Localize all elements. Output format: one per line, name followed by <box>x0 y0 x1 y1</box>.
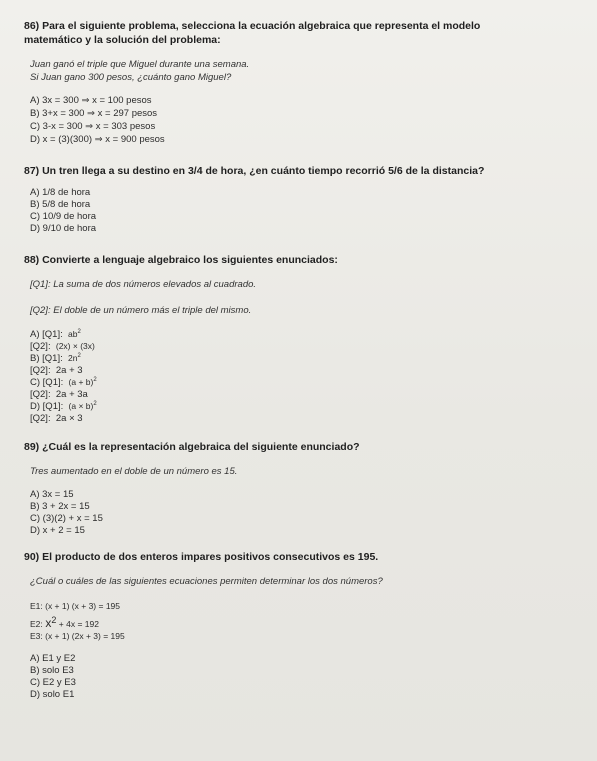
option-label: [Q2]: <box>30 365 51 376</box>
option-label: D) [Q1]: <box>30 401 64 412</box>
q86-title-line1: 86) Para el siguiente problema, selecciona la ecuación algebraica que representa el modelo <box>24 20 481 32</box>
q86-option-b: B) 3+x = 300 ⇒ x = 297 pesos <box>30 108 158 119</box>
q88-option-b-q2 <box>30 366 83 376</box>
exponent: 2 <box>77 328 81 335</box>
option-label: B) [Q1]: <box>30 353 63 364</box>
q90-option-d: D) solo E1 <box>30 689 75 700</box>
q86-statement2: Si Juan gano 300 pesos, ¿cuánto gano Miguel? <box>30 72 232 83</box>
q87-title: 87) Un tren llega a su destino en 3/4 de hora, ¿en cuánto tiempo recorrió 5/6 de la distancia? <box>24 165 485 177</box>
q88-option-d-q1 <box>30 402 97 412</box>
q89-statement: Tres aumentado en el doble de un número es 15. <box>30 466 238 477</box>
q86-option-d: D) x = (3)(300) ⇒ x = 900 pesos <box>30 134 165 145</box>
option-label: [Q2]: <box>30 413 51 424</box>
q90-equation-e1: E1: (x + 1) (x + 3) = 195 <box>30 601 121 611</box>
q89-option-d: D) x + 2 = 15 <box>30 525 85 536</box>
option-value: (a + b) <box>68 377 94 387</box>
exponent: 2 <box>51 614 57 625</box>
q89-title: 89) ¿Cuál es la representación algebraica del siguiente enunciado? <box>24 441 360 453</box>
q88-title: 88) Convierte a lenguaje algebraico los siguientes enunciados: <box>24 254 338 266</box>
q90-title: 90) El producto de dos enteros impares positivos consecutivos es 195. <box>24 551 379 563</box>
q88-option-a-q1 <box>30 330 81 340</box>
exponent: 2 <box>77 352 81 359</box>
q88-option-b-q1 <box>30 354 81 364</box>
option-value: 2n <box>68 353 78 363</box>
option-label: C) [Q1]: <box>30 377 64 388</box>
q90-option-a: A) E1 y E2 <box>30 653 76 664</box>
option-value: 2a + 3 <box>55 365 83 376</box>
q88-option-c-q2 <box>30 390 88 400</box>
q90-option-b: B) solo E3 <box>30 665 74 676</box>
q90-equation-e3: E3: (x + 1) (2x + 3) = 195 <box>30 631 125 641</box>
q90-question: ¿Cuál o cuáles de las siguientes ecuaciones permiten determinar los dos números? <box>30 576 383 587</box>
q89-option-a: A) 3x = 15 <box>30 489 74 500</box>
exponent: 2 <box>93 400 97 407</box>
q87-option-b: B) 5/8 de hora <box>30 199 91 210</box>
q88-option-a-q2 <box>30 342 95 352</box>
q86-title-line2: matemático y la solución del problema: <box>24 34 221 46</box>
option-value: 2a + 3a <box>55 389 88 400</box>
option-label: [Q2]: <box>30 389 51 400</box>
equation-base: x <box>45 616 52 630</box>
equation-label: E2: <box>30 619 43 629</box>
option-value: 2a × 3 <box>55 413 83 424</box>
q86-option-a: A) 3x = 300 ⇒ x = 100 pesos <box>30 95 152 106</box>
option-value: (2x) × (3x) <box>55 341 95 351</box>
equation-rest: + 4x = 192 <box>56 619 99 629</box>
q90-option-c: C) E2 y E3 <box>30 677 76 688</box>
q89-option-c: C) (3)(2) + x = 15 <box>30 513 103 524</box>
q88-option-c-q1 <box>30 378 97 388</box>
q89-option-b: B) 3 + 2x = 15 <box>30 501 90 512</box>
option-label: A) [Q1]: <box>30 329 63 340</box>
option-label: [Q2]: <box>30 341 51 352</box>
option-value: (a × b) <box>68 401 94 411</box>
q90-equation-e2 <box>30 614 99 630</box>
q88-statement-q1: [Q1]: La suma de dos números elevados al cuadrado. <box>30 279 257 290</box>
option-value: ab <box>68 329 78 339</box>
exponent: 2 <box>93 376 97 383</box>
q87-option-c: C) 10/9 de hora <box>30 211 97 222</box>
q88-option-d-q2 <box>30 414 83 424</box>
q88-statement-q2: [Q2]: El doble de un número más el triple del mismo. <box>30 305 252 316</box>
q87-option-d: D) 9/10 de hora <box>30 223 97 234</box>
q86-statement1: Juan ganó el triple que Miguel durante una semana. <box>30 59 250 70</box>
q87-option-a: A) 1/8 de hora <box>30 187 91 198</box>
q86-option-c: C) 3-x = 300 ⇒ x = 303 pesos <box>30 121 156 132</box>
